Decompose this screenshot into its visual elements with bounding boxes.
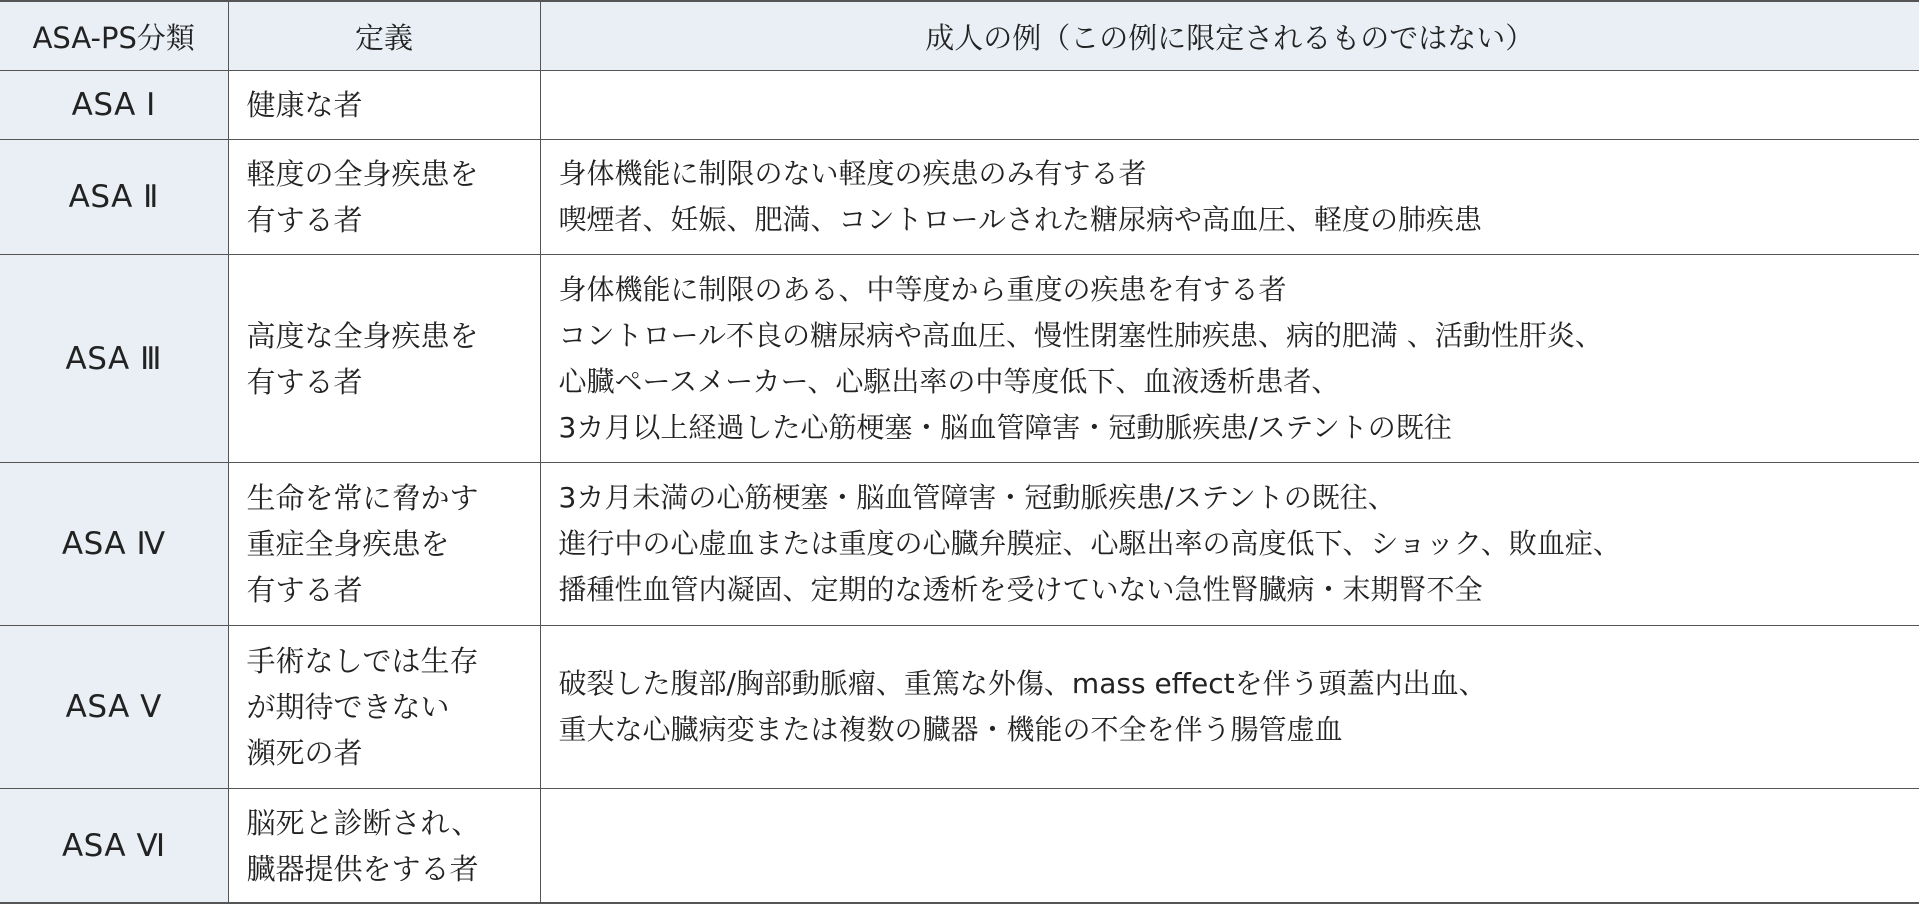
header-definition: 定義 [228,1,540,71]
table-row [0,626,1919,789]
definition-cell [228,255,540,463]
definition-cell [228,140,540,255]
table-body [0,71,1919,904]
definition-line: 生命を常に脅かす [246,481,479,515]
header-classification: ASA-PS分類 [0,1,228,71]
definition-line: 手術なしでは生存 [246,644,479,678]
definition-line: が期待できない [246,690,450,724]
definition-line: 有する者 [246,364,363,399]
table-row [0,463,1919,626]
definition-line: 軽度の全身疾患を [246,157,479,191]
example-line: 3カ月未満の心筋梗塞・脳血管障害・冠動脈疾患/ステントの既往、 [558,481,1396,514]
asa-class-cell: ASA Ⅴ [0,626,228,789]
examples-cell [540,71,1919,140]
example-line: 心臓ペースメーカー、心駆出率の中等度低下、血液透析患者、 [558,364,1340,398]
table-header [0,1,1919,71]
table-row [0,255,1919,463]
definition-line: 臓器提供をする者 [246,851,479,886]
examples-cell [540,255,1919,463]
definition-line: 重症全身疾患を [246,527,450,561]
asa-class-cell: ASA Ⅱ [0,140,228,255]
definition-line: 脳死と診断され、 [246,805,481,840]
example-line: 喫煙者、妊娠、肥満、コントロールされた糖尿病や高血圧、軽度の肺疾患 [558,203,1482,236]
asa-class-cell: ASA Ⅲ [0,255,228,463]
definition-cell [228,71,540,140]
asa-class-cell: ASA Ⅵ [0,789,228,904]
examples-cell [540,140,1919,255]
examples-cell [540,789,1919,904]
example-line: 播種性血管内凝固、定期的な透析を受けていない急性腎臓病・末期腎不全 [558,573,1483,606]
example-line: 重大な心臓病変または複数の臓器・機能の不全を伴う腸管虚血 [558,713,1343,746]
example-line: 進行中の心虚血または重度の心臓弁膜症、心駆出率の高度低下、ショック、敗血症、 [558,527,1621,560]
table-row [0,789,1919,904]
example-line: コントロール不良の糖尿病や高血圧、慢性閉塞性肺疾患、病的肥満 、活動性肝炎、 [558,318,1603,352]
definition-cell [228,789,540,904]
examples-cell [540,626,1919,789]
header-row [0,1,1919,71]
examples-cell [540,463,1919,626]
definition-line: 瀕死の者 [246,736,363,770]
definition-line: 高度な全身疾患を [246,318,479,353]
definition-line: 有する者 [246,573,363,607]
example-line: 身体機能に制限のない軽度の疾患のみ有する者 [558,157,1147,190]
table-row [0,71,1919,140]
definition-line: 健康な者 [246,88,363,122]
asa-class-cell: ASA Ⅳ [0,463,228,626]
definition-line: 有する者 [246,203,363,237]
example-line: 破裂した腹部/胸部動脈瘤、重篤な外傷、mass effectを伴う頭蓋内出血、 [558,667,1487,700]
header-examples: 成人の例（この例に限定されるものではない） [540,1,1919,71]
definition-cell [228,463,540,626]
example-line: 身体機能に制限のある、中等度から重度の疾患を有する者 [558,272,1287,306]
example-line: 3カ月以上経過した心筋梗塞・脳血管障害・冠動脈疾患/ステントの既往 [558,410,1452,444]
table-row [0,140,1919,255]
asa-class-cell: ASA Ⅰ [0,71,228,140]
definition-cell [228,626,540,789]
